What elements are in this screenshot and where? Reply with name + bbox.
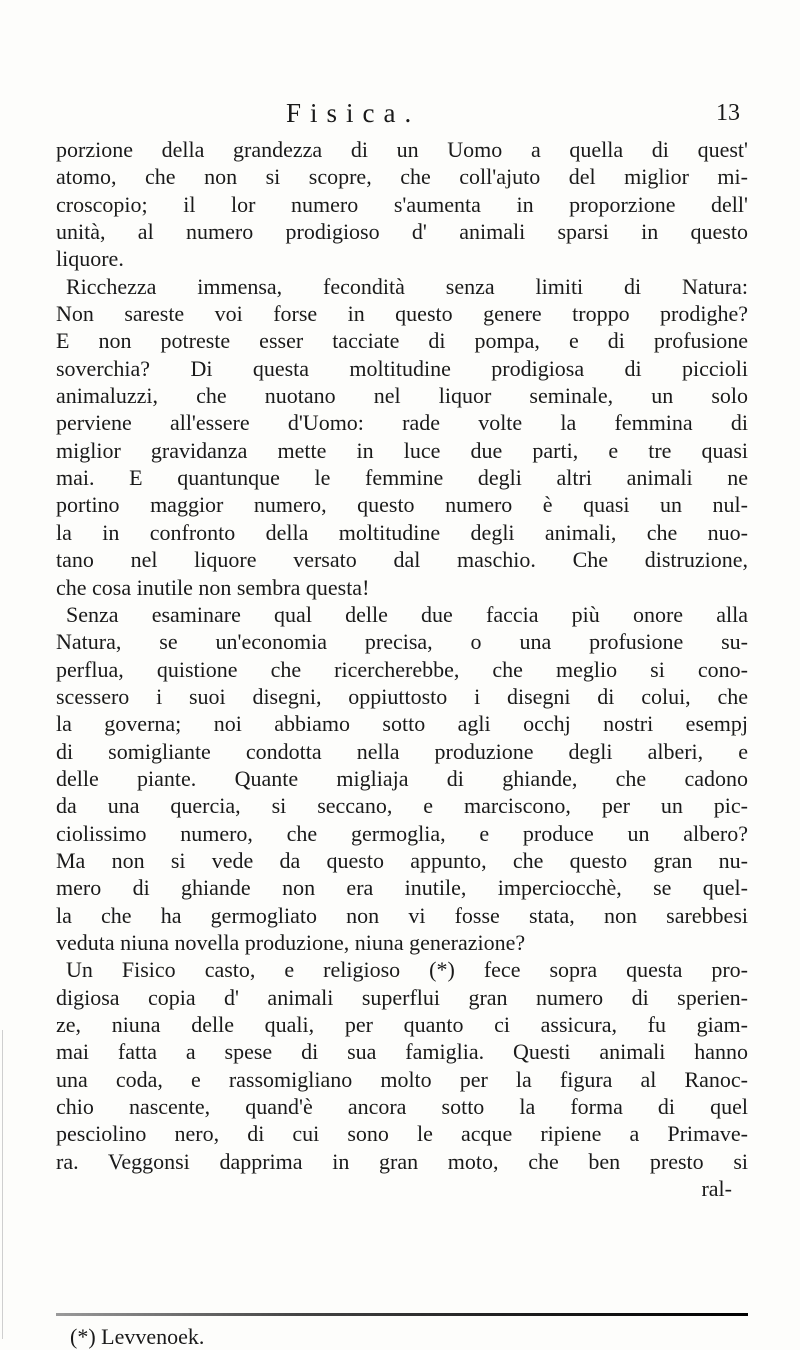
text-line: Senza esaminare qual delle due faccia più onore alla xyxy=(66,601,748,627)
text-line: Ricchezza immensa, fecondità senza limiti di Natura: xyxy=(66,273,748,299)
text-line: portino maggior numero, questo numero è quasi un nul- xyxy=(56,492,748,518)
text-line: ciolissimo numero, che germoglia, e produce un albero? xyxy=(56,820,748,846)
text-line: croscopio; il lor numero s'aumenta in proporzione dell' xyxy=(56,191,748,217)
text-line: una coda, e rassomigliano molto per la figura al Ranoc- xyxy=(56,1066,748,1092)
footnote-rule-bar xyxy=(56,1313,748,1316)
text-line: che cosa inutile non sembra questa! xyxy=(56,574,370,600)
text-line: da una quercia, si seccano, e marciscono, per un pic- xyxy=(56,793,748,819)
text-line: ra. Veggonsi dapprima in gran moto, che ben presto si xyxy=(56,1148,748,1174)
text-line: Un Fisico casto, e religioso (*) fece sopra questa pro- xyxy=(66,957,748,983)
text-line: mai. E quantunque le femmine degli altri animali ne xyxy=(56,465,748,491)
text-line: veduta niuna novella produzione, niuna generazione? xyxy=(56,929,526,955)
text-line: atomo, che non si scopre, che coll'ajuto del miglior mi- xyxy=(56,164,748,190)
text-line: la in confronto della moltitudine degli animali, che nuo- xyxy=(56,519,748,545)
text-line: Natura, se un'economia precisa, o una profusione su- xyxy=(56,629,748,655)
text-line: digiosa copia d' animali superflui gran numero di sperien- xyxy=(56,984,748,1010)
text-line: la che ha germogliato non vi fosse stata, non sarebbesi xyxy=(56,902,748,928)
text-line: soverchia? Di questa moltitudine prodigiosa di piccioli xyxy=(56,355,748,381)
text-line: porzione della grandezza di un Uomo a quella di quest' xyxy=(56,137,748,162)
text-line: tano nel liquore versato dal maschio. Che distruzione, xyxy=(56,547,748,573)
text-line: liquore. xyxy=(56,246,124,272)
text-line: animaluzzi, che nuotano nel liquor seminale, un solo xyxy=(56,383,748,409)
footnote-rule xyxy=(56,1311,748,1319)
text-line: miglior gravidanza mette in luce due parti, e tre quasi xyxy=(56,437,748,463)
page-number: 13 xyxy=(716,100,740,126)
text-line: scessero i suoi disegni, oppiuttosto i disegni di colui, che xyxy=(56,683,748,709)
text-line: la governa; noi abbiamo sotto agli occhj nostri esempj xyxy=(56,711,748,737)
text-line: delle piante. Quante migliaja di ghiande, che cadono xyxy=(56,765,748,791)
text-line: mero di ghiande non era inutile, imperciocchè, se quel- xyxy=(56,875,748,901)
text-line: di somigliante condotta nella produzione degli alberi, e xyxy=(56,738,748,764)
text-line: perflua, quistione che ricercherebbe, che meglio si cono- xyxy=(56,656,748,682)
catchword: ral- xyxy=(701,1176,732,1202)
running-title: Fisica. xyxy=(286,98,421,128)
text-line: Ma non si vede da questo appunto, che questo gran nu- xyxy=(56,847,748,873)
footnote: (*) Levvenoek. xyxy=(70,1324,205,1349)
text-line: unità, al numero prodigioso d' animali sparsi in questo xyxy=(56,219,748,245)
text-line: chio nascente, quand'è ancora sotto la forma di quel xyxy=(56,1094,748,1120)
text-line: Non sareste voi forse in questo genere troppo prodighe? xyxy=(56,301,748,327)
running-head xyxy=(0,98,800,138)
text-line: ze, niuna delle quali, per quanto ci assicura, fu giam- xyxy=(56,1012,748,1037)
body-text xyxy=(56,136,748,1202)
text-line: pesciolino nero, di cui sono le acque ripiene a Primave- xyxy=(56,1121,748,1147)
page-edge-shadow xyxy=(2,1030,3,1339)
text-line: mai fatta a spese di sua famiglia. Questi animali hanno xyxy=(56,1039,748,1065)
text-line: perviene all'essere d'Uomo: rade volte la femmina di xyxy=(56,410,748,436)
text-line: E non potreste esser tacciate di pompa, e di profusione xyxy=(56,328,748,354)
